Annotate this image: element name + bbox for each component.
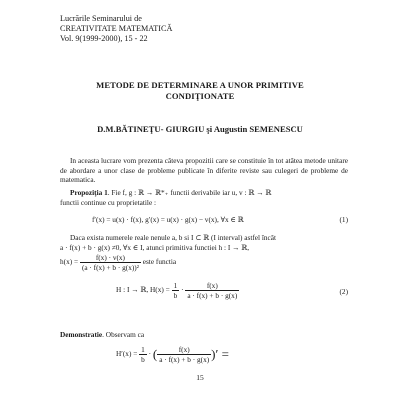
demonstration <box>60 330 229 364</box>
h-definition <box>60 253 348 272</box>
equation-1-row <box>60 213 348 227</box>
intro-text: In aceasta lucrare vom prezenta câteva propozitii care se constituie în tot atâtea metode unitare de abordare a unor clase de probleme publicate în diferite reviste sau culegeri de probleme de matematica. <box>60 156 348 185</box>
eq2-lhs: H : I → ℝ, H(x) = <box>116 285 170 295</box>
demo-numerator: f(x) <box>157 345 211 355</box>
h-numerator: f(x) · v(x) <box>80 253 141 263</box>
proposition-text-b: functii continue cu proprietatile : <box>60 197 157 207</box>
journal-header-line-2: CREATIVITATE MATEMATICĂ <box>60 24 173 33</box>
proposition-text-d: a · f(x) + b · g(x) ≠0, ∀x ∈ I, atunci primitiva functiei h : I → ℝ, <box>60 242 250 252</box>
eq2-fraction <box>185 281 239 300</box>
eq2-coef-num: 1 <box>173 281 178 291</box>
proposition-1 <box>60 188 348 304</box>
paper-title-line-2: CONDIŢIONATE <box>165 91 235 101</box>
h-fraction <box>80 253 141 272</box>
demo-coefficient <box>139 345 147 364</box>
eq2-coefficient <box>172 281 180 300</box>
equation-1-number: (1) <box>339 215 348 225</box>
journal-header <box>60 14 172 44</box>
paper-title <box>40 80 360 102</box>
eq2-denominator: a · f(x) + b · g(x) <box>187 291 238 301</box>
proposition-text-c: Daca exista numerele reale nenule a, b si I ⊂ ℝ (I interval) astfel încât <box>70 233 277 243</box>
demo-denominator: a · f(x) + b · g(x) <box>159 355 210 364</box>
h-tail: este functia <box>142 257 177 267</box>
equation-1: f′(x) = u(x) · f(x), g′(x) = u(x) · g(x) − v(x), ∀x ∈ ℝ <box>92 215 244 225</box>
h-denominator: (a · f(x) + b · g(x))² <box>81 263 139 273</box>
journal-header-line-3: Vol. 9(1999-2000), 15 - 22 <box>60 34 148 43</box>
demo-coef-num: 1 <box>141 345 145 354</box>
demonstration-text: . Observam ca <box>102 330 145 339</box>
proposition-label: Propoziţia 1 <box>70 188 108 197</box>
equation-2-number: (2) <box>339 287 348 297</box>
demo-lhs: H′(x) = <box>116 349 138 359</box>
equation-2-row <box>60 280 348 304</box>
demo-fraction <box>157 345 211 364</box>
demonstration-label: Demonstratie <box>60 330 103 339</box>
journal-header-line-1: Lucrările Seminarului de <box>60 14 142 23</box>
eq2-coef-den: b <box>173 291 178 301</box>
demo-tail: )′ = <box>211 346 229 362</box>
equation-2: H : I → ℝ, H(x) = $\frac{1}{b}$ · $\frac{f(x)}{a \cdot f(x) + b \cdot g(x)}$ <box>116 281 238 301</box>
paper-title-line-1: METODE DE DETERMINARE A UNOR PRIMITIVE <box>96 80 304 90</box>
demo-coef-den: b <box>141 355 145 364</box>
paper-authors: D.M.BĂTINEŢU- GIURGIU şi Augustin SEMENESCU <box>97 124 303 134</box>
eq2-numerator: f(x) <box>185 281 239 291</box>
intro-paragraph <box>60 156 348 185</box>
page-number: 15 <box>196 373 204 382</box>
demonstration-equation: H′(x) = $\frac{1}{b}$ · ( $\frac{f(x)}{a \cdot f(x) + b \cdot g(x)}$ )′ = <box>116 345 229 364</box>
proposition-text-a: . Fie f, g : ℝ → ℝ*₊ functii derivabile iar u, v : ℝ → ℝ <box>107 188 272 197</box>
h-lhs: h(x) = <box>60 257 79 267</box>
